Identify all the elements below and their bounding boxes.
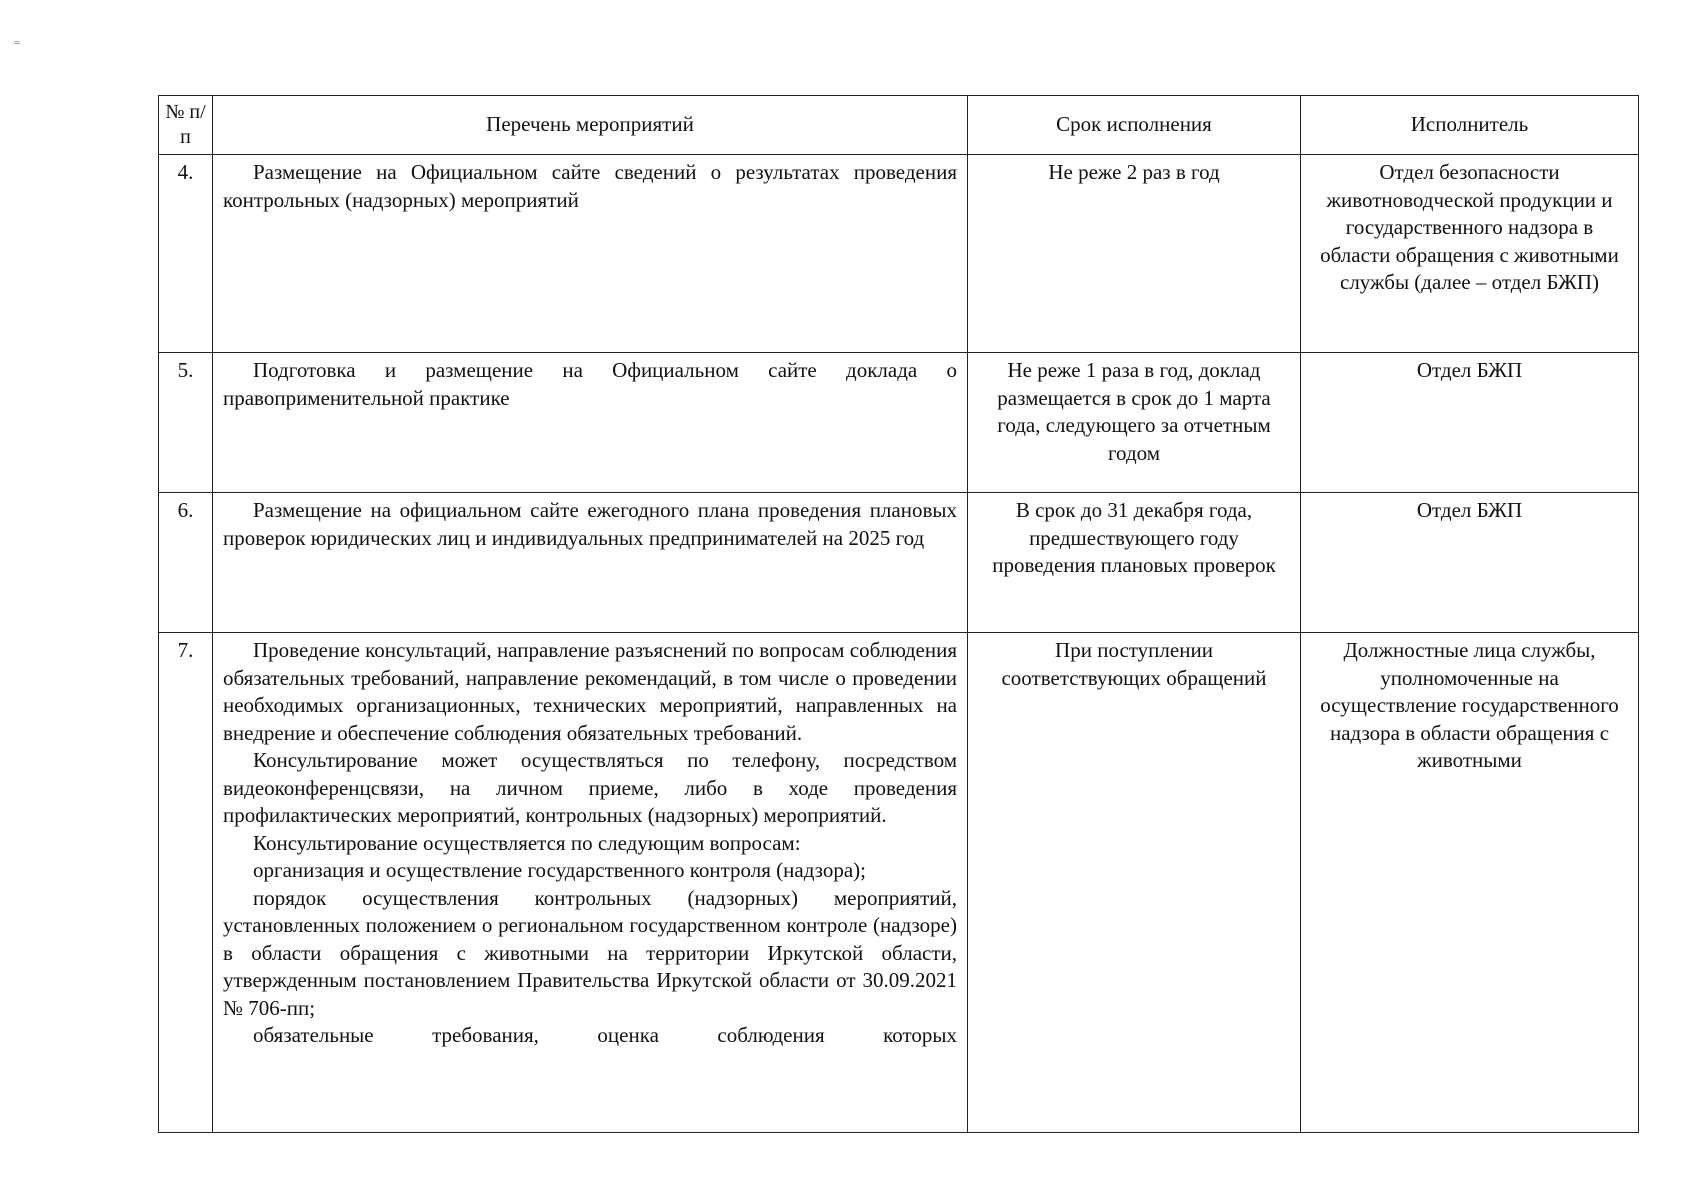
header-term: Срок исполнения xyxy=(968,96,1301,155)
row-event xyxy=(213,493,968,633)
row-term: Не реже 2 раз в год xyxy=(968,155,1301,353)
row-event xyxy=(213,353,968,493)
row-executor: Должностные лица службы, уполномоченные на осуществление государственного надзора в области обращения с животными xyxy=(1301,633,1639,1133)
event-paragraph: обязательные требования, оценка соблюдения которых xyxy=(253,1023,957,1047)
row-num: 4. xyxy=(159,155,213,353)
table-row xyxy=(159,353,1639,493)
row-num: 6. xyxy=(159,493,213,633)
event-paragraph: Подготовка и размещение на Официальном сайте доклада о правоприменительной практике xyxy=(223,358,957,410)
header-executor: Исполнитель xyxy=(1301,96,1639,155)
event-paragraph: Консультирование осуществляется по следующим вопросам: xyxy=(253,830,801,855)
row-term: При поступлении соответствующих обращений xyxy=(968,633,1301,1133)
corner-mark: = xyxy=(14,37,21,49)
event-paragraph: Проведение консультаций, направление разъяснений по вопросам соблюдения обязательных требований, направление рекомендаций, в том числе о проведении необходимых организационных, технических мероприятий, направленных на внедрение и обеспечение соблюдения обязательных требований. xyxy=(223,638,957,745)
row-event xyxy=(213,155,968,353)
table-row xyxy=(159,493,1639,633)
header-event: Перечень мероприятий xyxy=(213,96,968,155)
row-event xyxy=(213,633,968,1133)
event-paragraph: Размещение на официальном сайте ежегодного плана проведения плановых проверок юридических лиц и индивидуальных предпринимателей на 2025 год xyxy=(223,498,957,550)
event-paragraph: Консультирование может осуществляться по телефону, посредством видеоконференцсвязи, на личном приеме, либо в ходе проведения профилактических мероприятий, контрольных (надзорных) мероприятий. xyxy=(223,748,957,827)
row-executor: Отдел БЖП xyxy=(1301,493,1639,633)
table-row xyxy=(159,633,1639,1133)
event-paragraph: Размещение на Официальном сайте сведений о результатах проведения контрольных (надзорных) мероприятий xyxy=(223,160,957,212)
header-num: № п/п xyxy=(159,96,213,155)
events-table xyxy=(158,95,1639,1133)
row-term: Не реже 1 раза в год, доклад размещается в срок до 1 марта года, следующего за отчетным годом xyxy=(968,353,1301,493)
row-num: 5. xyxy=(159,353,213,493)
row-num: 7. xyxy=(159,633,213,1133)
row-executor: Отдел БЖП xyxy=(1301,353,1639,493)
table-header-row xyxy=(159,96,1639,155)
event-paragraph: порядок осуществления контрольных (надзорных) мероприятий, установленных положением о региональном государственном контроле (надзоре) в области обращения с животными на территории Иркутской области, утвержденным постановлением Правительства Иркутской области от 30.09.2021 № 706-пп; xyxy=(223,885,957,1020)
table-row xyxy=(159,155,1639,353)
event-paragraph: организация и осуществление государственного контроля (надзора); xyxy=(253,858,866,882)
row-term: В срок до 31 декабря года, предшествующего году проведения плановых проверок xyxy=(968,493,1301,633)
row-executor: Отдел безопасности животноводческой продукции и государственного надзора в области обращения с животными службы (далее – отдел БЖП) xyxy=(1301,155,1639,353)
